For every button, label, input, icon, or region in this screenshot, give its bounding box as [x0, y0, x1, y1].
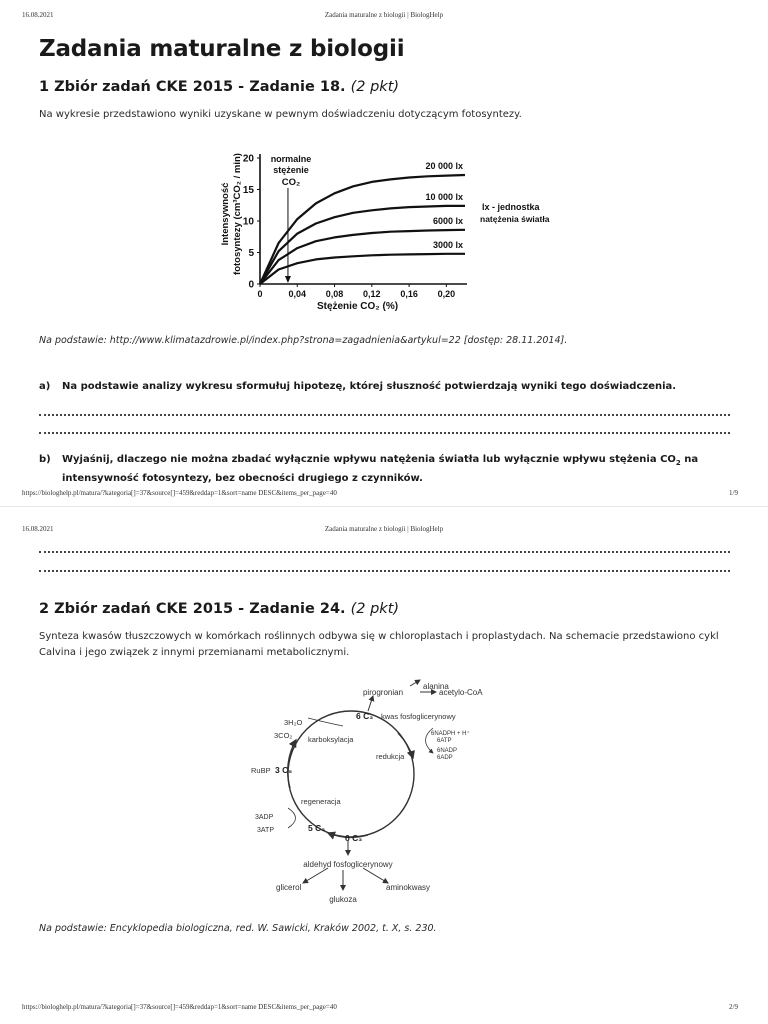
label-co2: 3CO₂	[274, 731, 293, 740]
answer-line[interactable]	[39, 414, 730, 416]
series-label: 20 000 lx	[425, 161, 463, 172]
series-label: 3000 lx	[432, 239, 463, 250]
x-tick-label: 0	[257, 289, 263, 299]
label-nadp: 6NADP	[437, 748, 458, 754]
page1-footer-url: https://biologhelp.pl/matura/?kategoria[]=37&source[]=459&reddap=1&sort=name DESC&items_per_page=40	[22, 489, 337, 497]
label-c5: 3 C₅	[275, 765, 293, 775]
label-acetylo-coa: acetylo-CoA	[439, 688, 483, 697]
annotation-label: CO₂	[281, 177, 301, 188]
x-axis-label: Stężenie CO₂ (%)	[316, 301, 399, 312]
page1-header-date: 16.08.2021	[22, 11, 54, 19]
label-adp3: 3ADP	[255, 814, 274, 821]
question-b	[39, 452, 729, 487]
answer-line[interactable]	[39, 551, 730, 553]
question-b-text-part2: na intensywność fotosyntezy, bez obecności drugiego z czynników.	[62, 454, 699, 484]
page2-footer-page: 2/9	[729, 1003, 738, 1011]
label-pirogronian: pirogronian	[362, 688, 404, 697]
annotation-arrowhead	[285, 276, 291, 283]
y-axis-label: Intensywność	[220, 182, 231, 246]
label-aminokwasy: aminokwasy	[386, 883, 431, 892]
annotation-label: normalne	[270, 154, 312, 164]
answer-line[interactable]	[39, 432, 730, 434]
label-nadph: 6NADPH + H⁺	[431, 731, 470, 737]
question-a	[39, 379, 729, 395]
question-b-label: b)	[39, 454, 51, 465]
connector	[288, 808, 296, 828]
calvin-cycle-diagram	[248, 678, 518, 908]
label-h2o: 3H₂O	[284, 718, 303, 727]
task2-heading	[39, 601, 399, 617]
connector	[308, 718, 343, 726]
arrow	[410, 680, 420, 686]
x-tick-label: 0,12	[363, 289, 381, 299]
page1-header-title: Zadania maturalne z biologii | BiologHelp	[324, 11, 444, 19]
task1-heading	[39, 79, 399, 95]
label-atp3: 3ATP	[257, 827, 274, 834]
arrow	[363, 868, 388, 883]
label-glukoza: glukoza	[329, 895, 357, 904]
y-tick-label: 15	[242, 185, 254, 196]
task1-heading-text: 1 Zbiór zadań CKE 2015 - Zadanie 18.	[39, 79, 346, 95]
annotation-label: stężenie	[273, 165, 309, 175]
task2-intro: Synteza kwasów tłuszczowych w komórkach roślinnych odbywa się w chloroplastach i proplastydach. Na schemacie przedstawiono cykl Calvina i jego związek z innymi przemianami metabolicznymi.	[39, 631, 719, 658]
x-tick-label: 0,20	[437, 289, 456, 299]
question-b-text-part1: Wyjaśnij, dlaczego nie można zbadać wyłącznie wpływu natężenia światła lub wyłącznie wpływu stężenia CO	[62, 454, 676, 465]
y-axis-label: fotosyntezy (cm³CO₂ / min)	[232, 153, 243, 275]
y-tick-label: 0	[248, 279, 254, 291]
label-rubp: RuBP	[251, 766, 271, 775]
page-break	[0, 506, 768, 507]
series-label: 6000 lx	[432, 215, 463, 226]
task1-points: (2 pkt)	[350, 79, 400, 95]
label-glicerol: glicerol	[276, 883, 302, 892]
question-a-label: a)	[39, 381, 51, 392]
task2-heading-text: 2 Zbiór zadań CKE 2015 - Zadanie 24.	[39, 601, 346, 617]
label-c3-top: 6 C₃	[356, 711, 374, 721]
y-tick-label: 10	[242, 216, 254, 228]
label-atp6: 6ATP	[437, 738, 452, 744]
x-tick-label: 0,04	[288, 289, 307, 299]
page-title: Zadania maturalne z biologii	[39, 36, 405, 62]
y-tick-label: 5	[248, 248, 254, 259]
series-label: 10 000 lx	[425, 191, 463, 202]
page2-header-title: Zadania maturalne z biologii | BiologHelp	[324, 525, 444, 533]
label-redukcja: redukcja	[376, 752, 405, 761]
question-b-subscript: 2	[675, 459, 681, 467]
task2-source: Na podstawie: Encyklopedia biologiczna, red. W. Sawicki, Kraków 2002, t. X, s. 230.	[39, 923, 437, 934]
task2-points: (2 pkt)	[350, 601, 400, 617]
label-c3-left: 5 C₃	[308, 823, 326, 833]
x-tick-label: 0,08	[325, 289, 344, 299]
legend-note: lx - jednostka	[482, 202, 540, 212]
series-line	[260, 254, 465, 284]
page2-header-date: 16.08.2021	[22, 525, 54, 533]
answer-line[interactable]	[39, 570, 730, 572]
label-aldehyd: aldehyd fosfoglicerynowy	[303, 860, 393, 869]
page1-footer-page: 1/9	[729, 489, 738, 497]
label-adp6: 6ADP	[437, 755, 453, 761]
task1-source: Na podstawie: http://www.klimatazdrowie.pl/index.php?strona=zagadnienia&artykul=22 [dostęp: 28.11.2014].	[39, 335, 568, 346]
label-regeneracja: regeneracja	[301, 797, 341, 806]
question-b-text	[62, 452, 729, 487]
x-tick-label: 0,16	[400, 289, 418, 299]
arrow	[303, 868, 328, 883]
label-c3-bottom: 6 C₃	[345, 833, 363, 843]
question-a-text: Na podstawie analizy wykresu sformułuj hipotezę, której słuszność potwierdzają wyniki tego doświadczenia.	[62, 381, 677, 392]
y-tick-label: 20	[242, 153, 254, 165]
legend-note: natężenia światła	[480, 214, 550, 224]
label-karboksylacja: karboksylacja	[308, 735, 354, 744]
arrow	[368, 696, 373, 711]
task1-intro: Na wykresie przedstawiono wyniki uzyskane w pewnym doświadczeniu dotyczącym fotosyntezy.	[39, 109, 522, 120]
label-kwas: kwas fosfoglicerynowy	[381, 712, 456, 721]
cycle-circle	[288, 711, 414, 837]
label-alanina: alanina	[423, 682, 449, 691]
page2-footer-url: https://biologhelp.pl/matura/?kategoria[]=37&source[]=459&reddap=1&sort=name DESC&items_per_page=40	[22, 1003, 337, 1011]
photosynthesis-chart	[218, 148, 558, 318]
